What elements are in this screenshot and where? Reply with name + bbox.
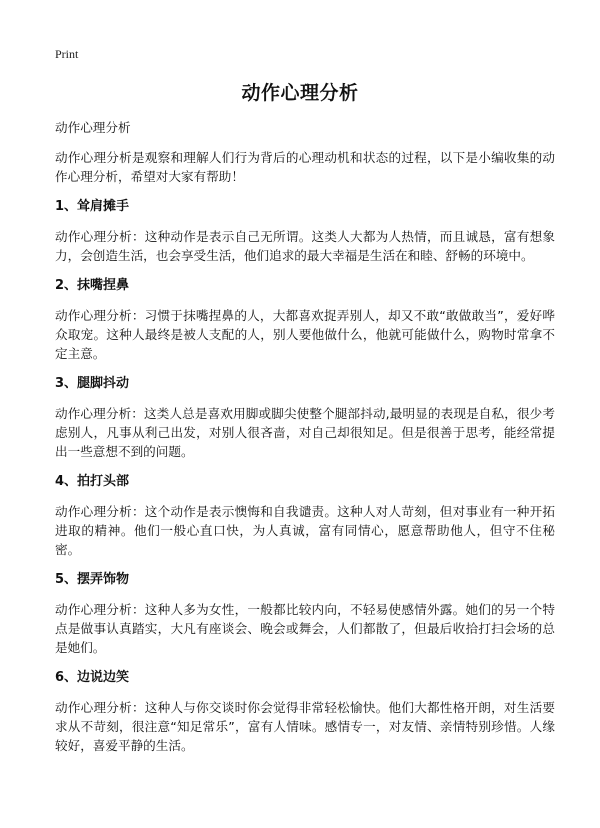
- section-body: 动作心理分析：习惯于抹嘴捏鼻的人，大都喜欢捉弄别人，却又不敢“敢做敢当”，爱好哗众取宠。这种人最终是被人支配的人，别人要他做什么，他就可能做什么，购物时常拿不定主意。: [55, 308, 555, 361]
- section-heading: 5、摆弄饰物: [55, 572, 130, 587]
- print-label: Print: [55, 47, 79, 61]
- section-heading: 1、耸肩摊手: [55, 199, 130, 214]
- intro-paragraph: 动作心理分析是观察和理解人们行为背后的心理动机和状态的过程，以下是小编收集的动作心理分析，希望对大家有帮助！: [55, 150, 555, 184]
- document-body: [55, 118, 555, 766]
- section-heading: 2、抹嘴捏鼻: [55, 278, 130, 293]
- section-body: 动作心理分析：这种人与你交谈时你会觉得非常轻松愉快。他们大都性格开朗，对生活要求从不苛刻，很注意“知足常乐”，富有人情味。感情专一，对友情、亲情特别珍惜。人缘较好，喜爱平静的生活。: [55, 700, 555, 753]
- section-body: 动作心理分析：这类人总是喜欢用脚或脚尖使整个腿部抖动,最明显的表现是自私，很少考虑别人，凡事从利己出发，对别人很吝啬，对自己却很知足。但是很善于思考，能经常提出一些意想不到的问题。: [55, 406, 555, 459]
- section-heading: 4、拍打头部: [55, 474, 130, 489]
- section-body: 动作心理分析：这种动作是表示自己无所谓。这类人大都为人热情，而且诚恳，富有想象力，会创造生活，也会享受生活，他们追求的最大幸福是生活在和睦、舒畅的环境中。: [55, 229, 555, 263]
- section-heading: 3、腿脚抖动: [55, 376, 130, 391]
- subtitle-text: 动作心理分析: [55, 120, 131, 135]
- section-heading: 6、边说边笑: [55, 670, 130, 685]
- section-body: 动作心理分析：这个动作是表示懊悔和自我谴责。这种人对人苛刻，但对事业有一种开拓进取的精神。他们一般心直口快，为人真诚，富有同情心，愿意帮助他人，但守不住秘密。: [55, 504, 555, 557]
- section-body: 动作心理分析：这种人多为女性，一般都比较内向，不轻易使感情外露。她们的另一个特点是做事认真踏实，大凡有座谈会、晚会或舞会，人们都散了，但最后收拾打扫会场的总是她们。: [55, 602, 555, 655]
- page-title: 动作心理分析: [241, 82, 359, 104]
